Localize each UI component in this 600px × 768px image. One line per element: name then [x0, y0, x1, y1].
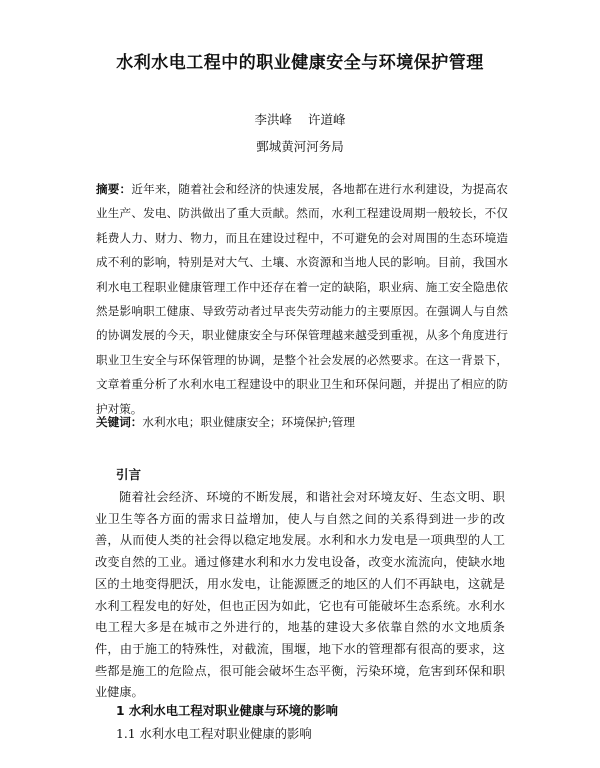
abstract-text: 近年来，随着社会和经济的快速发展，各地都在进行水利建设，为提高农业生产、发电、防洪做出了重大贡献。然而，水利工程建设周期一般较长，不仅耗费人力、财力、物力，而且在建设过程中，不可避免的会对周围的生态环境造成不利的影响，特别是对大气、土壤、水资源和当地人民的影响。目前，我国水利水电工程职业健康管理工作中还存在着一定的缺陷，职业病、施工安全隐患依然是影响职工健康、导致劳动者过早丧失劳动能力的主要原因。在强调人与自然的协调发展的今天，职业健康安全与环保管理越来越受到重视，从多个角度进行职业卫生安全与环保管理的协调，是整个社会发展的必然要求。在这一背景下，文章着重分析了水利水电工程建设中的职业卫生和环保问题，并提出了相应的防护对策。 [96, 182, 508, 416]
author-name: 李洪峰 [254, 112, 292, 127]
paper-title: 水利水电工程中的职业健康安全与环境保护管理 [116, 53, 484, 73]
keywords-label: 关键词： [96, 415, 143, 429]
keywords [96, 414, 516, 430]
intro-heading: 引言 [116, 467, 142, 482]
author-name: 许道峰 [307, 112, 346, 127]
intro-paragraph: 随着社会经济、环境的不断发展，和谐社会对环境友好、生态文明、职业卫生等各方面的需求日益增加，使人与自然之间的关系得到进一步的改善，从而使人类的社会得以稳定地发展。水利和水力发电是一项典型的人工改变自然的工业。通过修建水利和水力发电设备，改变水流流向，使缺水地区的土地变得肥沃，用水发电，让能源匮乏的地区的人们不再缺电，这就是水利工程发电的好处，但也正因为如此，它也有可能破坏生态系统。水利水电工程大多是在城市之外进行的，地基的建设大多依靠自然的水文地质条件，由于施工的特殊性，对截流，围堰，地下水的管理都有很高的要求，这些都是施工的危险点，很可能会破坏生态平衡，污染环境，危害到环保和职业健康。 [95, 490, 505, 700]
section-heading-1: 1 水利水电工程对职业健康与环境的影响 [116, 704, 338, 718]
author-list [0, 110, 600, 128]
section-heading-1-1: 1.1 水利水电工程对职业健康的影响 [116, 727, 312, 741]
keywords-text: 水利水电；职业健康安全；环境保护;管理 [142, 415, 355, 429]
abstract [96, 177, 508, 421]
abstract-label: 摘要： [96, 182, 132, 196]
affiliation: 鄄城黄河河务局 [256, 139, 344, 154]
